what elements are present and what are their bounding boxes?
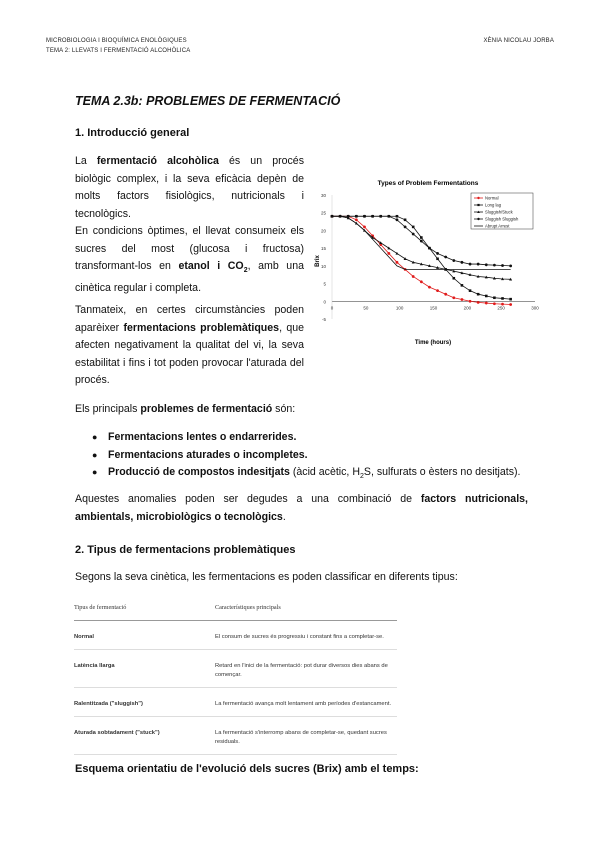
data-point <box>379 215 382 218</box>
data-point <box>509 298 512 301</box>
data-point <box>355 218 358 221</box>
series-line <box>332 216 511 304</box>
conditions-paragraph: En condicions òptimes, el llevat consumeix els sucres del most (glucosa i fructosa) transformant-los en etanol i $CO_2$, amb una cinètica regular i completa. <box>75 225 304 294</box>
data-point <box>493 302 496 305</box>
data-point <box>347 215 350 218</box>
data-point <box>436 289 439 292</box>
x-tick-label: 100 <box>395 305 404 311</box>
y-tick-label: -5 <box>321 317 326 322</box>
y-tick-label: 25 <box>320 210 326 216</box>
data-point <box>444 256 447 259</box>
legend-entry: Sluggish Sluggish <box>485 216 519 222</box>
table-row: Normal El consum de sucres és progressiu i constant fins a completar-se. <box>74 621 397 650</box>
data-point <box>477 301 480 304</box>
data-point <box>396 261 399 264</box>
y-tick-label: 5 <box>323 281 326 287</box>
x-tick-label: 200 <box>463 305 472 311</box>
data-point <box>452 296 455 299</box>
data-point <box>395 252 398 255</box>
x-tick-label: 50 <box>363 305 369 311</box>
data-point <box>501 303 504 306</box>
y-tick-label: 30 <box>320 193 326 198</box>
data-point <box>501 264 504 267</box>
x-tick-label: 300 <box>531 305 539 311</box>
data-point <box>493 264 496 267</box>
data-point <box>509 264 512 267</box>
legend-marker <box>477 204 479 206</box>
classification-intro: Segons la seva cinètica, les fermentacions es poden classificar en diferents tipus: <box>75 571 458 583</box>
section1-heading: 1. Introducció general <box>75 127 190 139</box>
y-axis-label: Brix <box>315 255 321 267</box>
header-author: XÈNIA NICOLAU JORBA <box>483 38 554 44</box>
data-point <box>461 284 464 287</box>
data-point <box>428 247 431 250</box>
data-point <box>355 215 358 218</box>
legend-entry: Normal <box>485 195 499 201</box>
data-point <box>461 298 464 301</box>
data-point <box>412 275 415 278</box>
data-point <box>469 300 472 303</box>
data-point <box>412 226 415 229</box>
data-point <box>485 302 488 305</box>
scheme-heading: Esquema orientatiu de l'evolució dels sucres (Brix) amb el temps: <box>75 763 419 775</box>
legend-marker <box>477 197 479 199</box>
list-item: ● Fermentacions lentes o endarrerides. <box>92 429 562 447</box>
data-point <box>363 225 366 228</box>
legend-entry: Abrupt Arrest <box>485 223 510 229</box>
section2-heading: 2. Tipus de fermentacions problemàtiques <box>75 544 296 556</box>
table-header <box>74 604 397 621</box>
data-point <box>452 259 455 262</box>
data-point <box>444 293 447 296</box>
data-point <box>469 289 472 292</box>
data-point <box>436 252 439 255</box>
chart-title: Types of Problem Fermentations <box>377 180 479 187</box>
list-item: ● Producció de compostos indesitjats (àcid acètic, $H_2S$, sulfurats o èsters no desitjats). <box>92 464 562 486</box>
data-point <box>371 215 374 218</box>
intro-paragraph: La fermentació alcohòlica és un procés biològic complex, i la seva eficàcia depèn de molts factors fisiològics, nutricionals i tecnològics. <box>75 155 304 220</box>
data-point <box>404 219 407 222</box>
causes-paragraph: Aquestes anomalies poden ser degudes a una combinació de factors nutricionals, ambientals, microbiològics o tecnològics. <box>75 493 528 523</box>
data-point <box>412 233 415 236</box>
data-point <box>501 297 504 300</box>
legend-marker <box>477 218 479 220</box>
data-point <box>404 225 407 228</box>
col-header-desc: Característiques principals <box>215 604 397 621</box>
data-point <box>420 280 423 283</box>
table-row: Ralentitzada ("sluggish") La fermentació avança molt lentament amb períodes d'estancament. <box>74 688 397 717</box>
data-point <box>396 218 399 221</box>
legend-entry: Sluggish/Stuck <box>485 209 513 215</box>
data-point <box>485 263 488 266</box>
table-row: Latència llarga Retard en l'inici de la fermentació: pot durar diversos dies abans de començar. <box>74 650 397 688</box>
fermentation-chart <box>313 174 548 352</box>
y-tick-label: 0 <box>323 299 326 305</box>
data-point <box>485 295 488 298</box>
y-tick-label: 10 <box>320 263 326 269</box>
data-point <box>387 247 390 250</box>
data-point <box>379 241 382 244</box>
y-tick-label: 20 <box>320 228 326 234</box>
x-tick-label: 150 <box>429 305 438 311</box>
data-point <box>420 236 423 239</box>
fermentation-types-table <box>74 604 397 755</box>
data-point <box>428 286 431 289</box>
page-title: TEMA 2.3b: PROBLEMES DE FERMENTACIÓ <box>75 94 341 108</box>
data-point <box>493 296 496 299</box>
data-point <box>509 303 512 306</box>
col-header-type: Tipus de fermentació <box>74 604 215 621</box>
legend-entry: Long lag <box>485 202 502 208</box>
header-course: MICROBIOLOGIA I BIOQUÍMICA ENOLÒGIQUES <box>46 38 187 44</box>
data-point <box>387 252 390 255</box>
problems-list <box>92 429 562 486</box>
list-item: ● Fermentacions aturades o incompletes. <box>92 447 562 465</box>
bold-term: fermentació alcohòlica <box>96 155 219 167</box>
x-axis-label: Time (hours) <box>414 340 452 346</box>
data-point <box>396 215 399 218</box>
data-point <box>469 263 472 266</box>
data-point <box>477 293 480 296</box>
x-tick-label: 250 <box>497 305 505 311</box>
header-topic: TEMA 2: LLEVATS I FERMENTACIÓ ALCOHÒLICA <box>46 48 191 54</box>
data-point <box>420 240 423 243</box>
data-point <box>461 261 464 264</box>
data-point <box>404 257 407 260</box>
problem-paragraph: Tanmateix, en certes circumstàncies poden aparèixer fermentacions problemàtiques, que afecten negativament la qualitat del vi, la seva estabilitat i fins i tot poden provocar l'aturada del procés. <box>75 304 304 386</box>
problems-intro: Els principals problemes de fermentació són: <box>75 403 296 415</box>
data-point <box>363 215 366 218</box>
y-tick-label: 15 <box>320 246 326 252</box>
data-point <box>453 277 456 280</box>
table-row: Aturada sobtadament ("stuck") La fermentació s'interromp abans de completar-se, quedant sucres residuals. <box>74 717 397 755</box>
plot-area <box>321 193 539 322</box>
data-point <box>387 215 390 218</box>
data-point <box>436 257 439 260</box>
x-tick-label: 0 <box>330 305 334 311</box>
data-point <box>477 263 480 266</box>
